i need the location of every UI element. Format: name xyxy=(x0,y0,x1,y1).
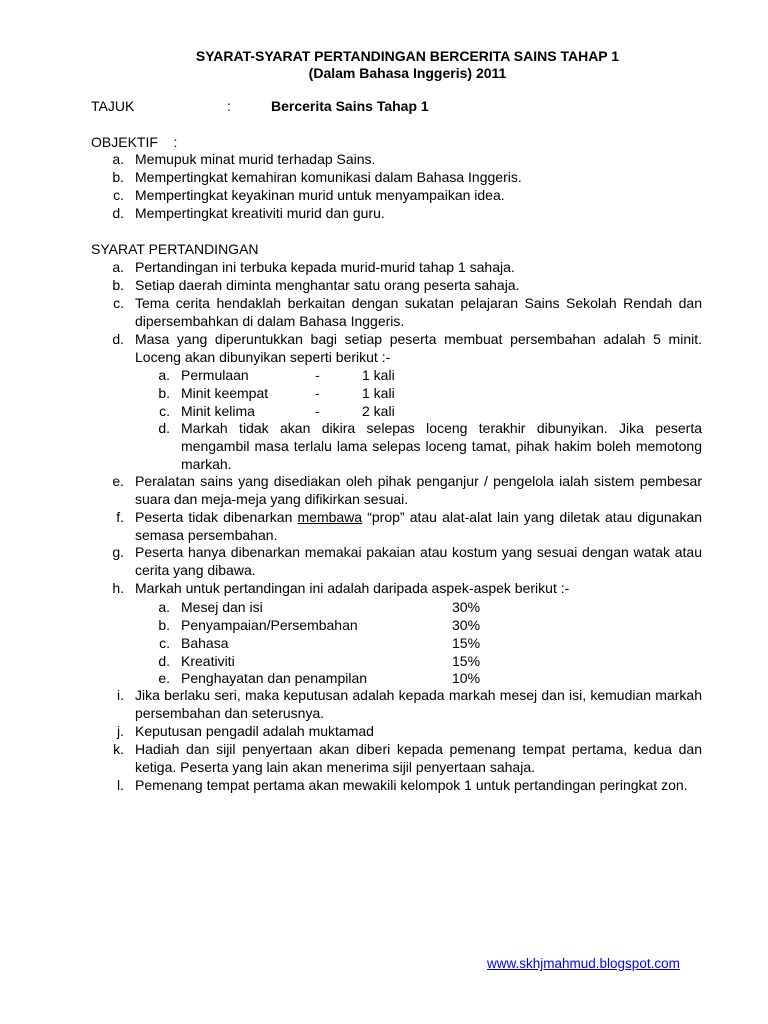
syarat-item-g: g. Peserta hanya dibenarkan memakai pakaian atau kostum yang sesuai dengan watak atau cerita yang dibawa. xyxy=(112,544,702,578)
syarat-item-d: d. Masa yang diperuntukkan bagi setiap peserta membuat persembahan adalah 5 minit. Loceng akan dibunyikan seperti berikut :- xyxy=(112,331,702,365)
footer-blog-link[interactable]: www.skhjmahmud.blogspot.com xyxy=(487,956,680,971)
syarat-item-j: j. Keputusan pengadil adalah muktamad xyxy=(117,723,374,739)
syarat-item-a: a. Pertandingan ini terbuka kepada murid-murid tahap 1 sahaja. xyxy=(112,259,515,275)
objektif-heading: OBJEKTIF : xyxy=(91,134,178,150)
syarat-item-h: h. Markah untuk pertandingan ini adalah daripada aspek-aspek berikut :- xyxy=(112,580,570,596)
syarat-item-b: b. Setiap daerah diminta menghantar satu orang peserta sahaja. xyxy=(112,277,520,293)
objektif-item: a. Memupuk minat murid terhadap Sains. xyxy=(112,151,376,167)
document-subtitle: (Dalam Bahasa Inggeris) 2011 xyxy=(308,65,507,81)
objektif-item: c. Mempertingkat keyakinan murid untuk menyampaikan idea. xyxy=(113,187,505,203)
syarat-item-k: k. Hadiah dan sijil penyertaan akan diberi kepada pemenang tempat pertama, kedua dan ketiga. Peserta yang lain akan menerima sijil penyertaan sahaja. xyxy=(113,741,702,775)
tajuk-label: TAJUK xyxy=(91,98,135,114)
syarat-item-i: i. Jika berlaku seri, maka keputusan adalah kepada markah mesej dan isi, kemudian markah persembahan dan seterusnya. xyxy=(117,687,702,721)
tajuk-colon: : xyxy=(227,98,231,114)
loceng-note: d. Markah tidak akan dikira selepas loceng terakhir dibunyikan. Jika peserta mengambil masa terlalu lama selepas loceng tamat, pihak hakim boleh memotong markah. xyxy=(158,420,702,472)
syarat-item-c: c. Tema cerita hendaklah berkaitan dengan sukatan pelajaran Sains Sekolah Rendah dan dipersembahkan di dalam Bahasa Inggeris. xyxy=(113,295,702,329)
syarat-heading: SYARAT PERTANDINGAN xyxy=(91,241,259,257)
objektif-item: d. Mempertingkat kreativiti murid dan guru. xyxy=(112,205,385,221)
syarat-item-l: l. Pemenang tempat pertama akan mewakili kelompok 1 untuk pertandingan peringkat zon. xyxy=(117,777,688,793)
document-title: SYARAT-SYARAT PERTANDINGAN BERCERITA SAINS TAHAP 1 xyxy=(195,48,620,64)
objektif-item: b. Mempertingkat kemahiran komunikasi dalam Bahasa Inggeris. xyxy=(112,169,522,185)
document-page: SYARAT-SYARAT PERTANDINGAN BERCERITA SAINS TAHAP 1 (Dalam Bahasa Inggeris) 2011 TAJUK : Bercerita Sains Tahap 1 OBJEKTIF : a. Memupuk minat murid terhadap Sains. b. Mempertingkat kemahiran komunikasi dalam Bahasa Inggeris. c. Mempertingkat keyakinan murid untuk menyampaikan idea. d. Mempertingkat kreativiti murid dan guru. SYARAT PERTANDINGAN a. Pertandingan ini terbuka kepada murid-murid tahap 1 sahaja. b. Setiap daerah diminta menghantar satu orang peserta sahaja. c. Tema cerita hendaklah berkaitan dengan sukatan pelajaran Sains Sekolah Rendah dan dipersembahkan di dalam Bahasa Inggeris. d. Masa yang diperuntukkan bagi setiap peserta membuat persembahan adalah 5 minit. Loceng akan dibunyikan seperti berikut :- a. Permulaan - 1 kali b. Minit keempat - 1 kali c. Minit kelima - 2 kali d. Markah tidak akan dikira selepas loceng terakhir dibunyikan. Jika peserta mengambil masa terlalu lama selepas loceng tamat, pihak hakim boleh memotong markah. e. Peralatan sains yang disediakan oleh pihak penganjur / pengelola ialah sistem pembesar suara dan meja-meja yang difikirkan sesuai. f. Peserta tidak dibenarkan membawa “prop” atau alat-alat lain yang diletak atau digunakan semasa persembahan. g. Peserta hanya dibenarkan memakai pakaian atau kostum yang sesuai dengan watak atau cerita yang dibawa. h. Markah untuk pertandingan ini adalah daripada aspek-aspek berikut :- a. Mesej dan isi 30% b. Penyampaian/Persembahan 30% c. Bahasa 15% d. Kreativiti 15% e. Penghayatan dan penampilan 10% i. Jika berlaku seri, maka keputusan adalah kepada markah mesej dan isi, kemudian markah persembahan dan seterusnya. j. Keputusan pengadil adalah muktamad k. Hadiah dan sijil penyertaan akan diberi kepada pemenang tempat pertama, kedua dan ketiga. Peserta yang lain akan menerima sijil penyertaan sahaja. l. Pemenang tempat pertama akan mewakili kelompok 1 untuk pertandingan peringkat zon. www.skhjmahmud.blogspot.com xyxy=(0,0,768,1024)
syarat-item-e: e. Peralatan sains yang disediakan oleh pihak penganjur / pengelola ialah sistem pembesar suara dan meja-meja yang difikirkan sesuai. xyxy=(112,473,702,507)
syarat-item-f: f. Peserta tidak dibenarkan membawa “prop” atau alat-alat lain yang diletak atau digunakan semasa persembahan. xyxy=(116,509,703,543)
tajuk-value: Bercerita Sains Tahap 1 xyxy=(271,98,429,114)
underlined-word: membawa xyxy=(297,509,363,525)
